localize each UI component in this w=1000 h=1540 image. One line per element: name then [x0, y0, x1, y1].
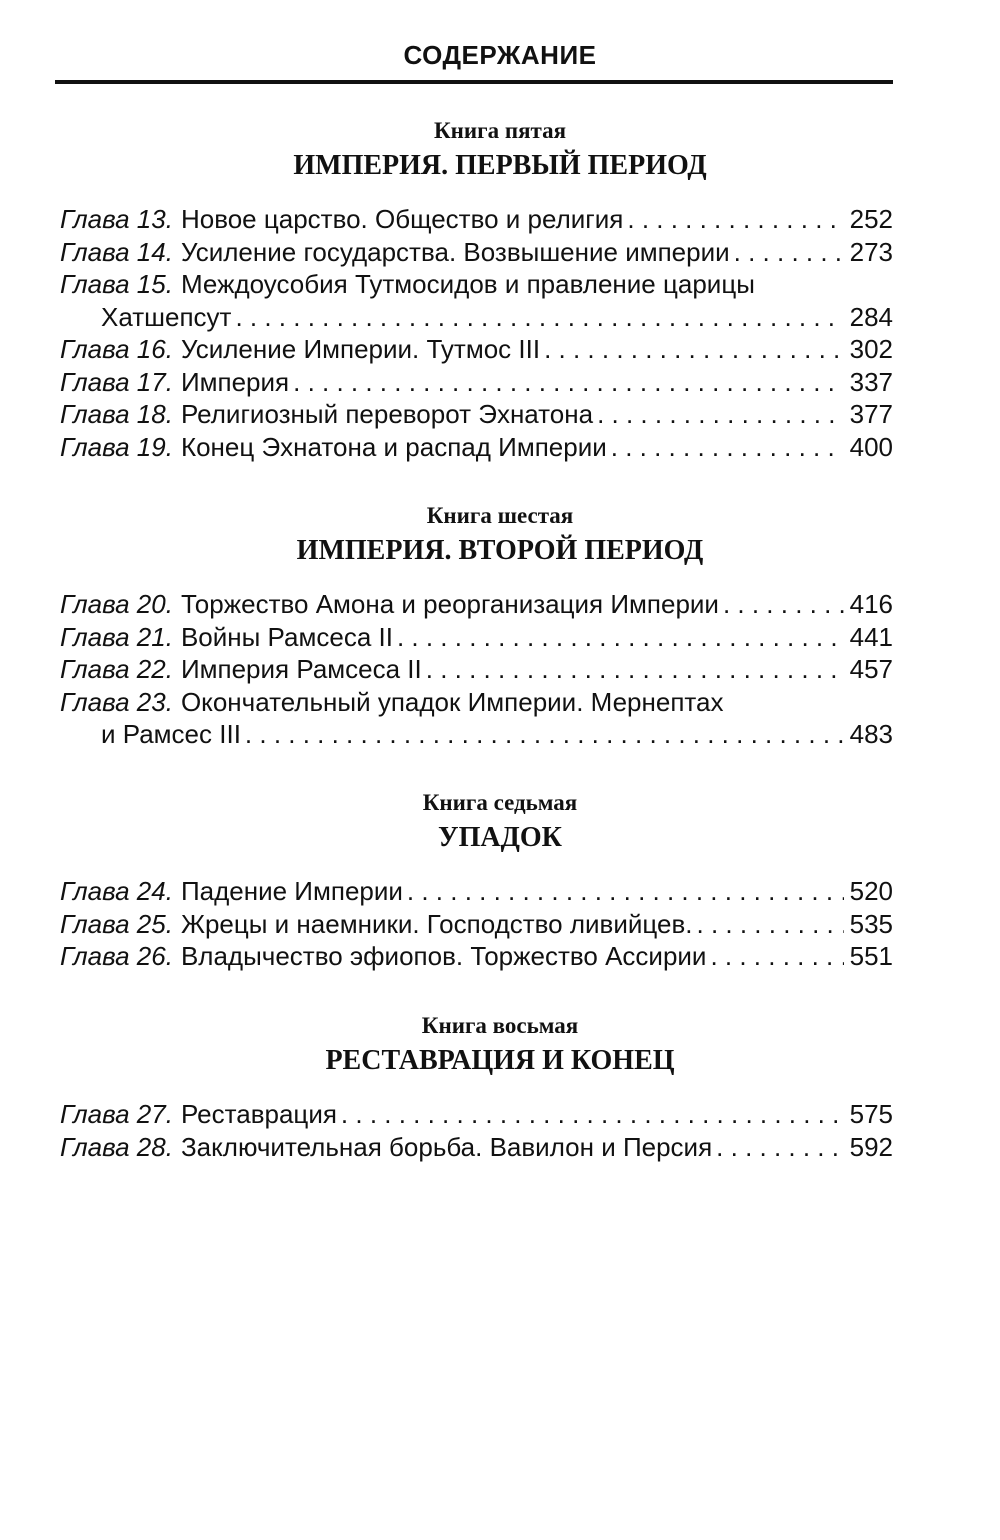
title-rule: [55, 80, 893, 84]
chapter-title: Реставрация: [180, 1099, 337, 1129]
dot-leader: [397, 621, 844, 654]
book-label: Книга шестая: [426, 503, 574, 528]
chapter-title: Торжество Амона и реорганизация Империи: [180, 589, 719, 619]
toc-entry-27[interactable]: [60, 1098, 893, 1131]
dot-leader: [407, 875, 844, 908]
chapter-title: Войны Рамсеса II: [180, 621, 393, 652]
page-number: 457: [849, 654, 893, 684]
chapter-title: Усиление Империи. Тутмос III: [180, 334, 541, 364]
chapter-title: Жрецы и наемники. Господство ливийцев.: [180, 908, 693, 939]
chapter-title: Владычество эфиопов. Торжество Ассирии: [180, 941, 707, 971]
toc-entry-24[interactable]: [60, 875, 893, 908]
book-label: Книга седьмая: [422, 790, 578, 815]
chapter-label: Глава 18.: [60, 399, 173, 429]
page-number: 483: [849, 719, 893, 749]
page-number: 284: [849, 301, 893, 332]
toc-entry-16[interactable]: [60, 333, 893, 366]
chapter-title: Падение Империи: [180, 876, 403, 906]
page-number: 416: [849, 589, 893, 619]
chapter-label: Глава 21.: [60, 621, 173, 652]
chapter-list: [60, 1098, 893, 1163]
toc-entry-17[interactable]: [60, 366, 893, 399]
book-label: Книга пятая: [433, 118, 567, 143]
chapter-title-continued: и Рамсес III: [101, 719, 241, 749]
chapter-label: Глава 23.: [60, 686, 173, 717]
page-number: 302: [849, 334, 893, 364]
toc-entry-18[interactable]: [60, 398, 893, 431]
chapter-label: Глава 24.: [60, 876, 173, 906]
chapter-title: Империя Рамсеса II: [180, 654, 422, 684]
chapter-label: Глава 22.: [60, 654, 173, 684]
chapter-title: Религиозный переворот Эхнатона: [180, 399, 594, 429]
dot-leader: [627, 203, 843, 236]
book-label: Книга восьмая: [421, 1013, 579, 1038]
dot-leader: [734, 236, 844, 269]
chapter-label: Глава 26.: [60, 941, 173, 971]
chapter-list: [60, 588, 893, 751]
dot-leader: [544, 333, 844, 366]
chapter-label: Глава 20.: [60, 589, 173, 619]
page-number: 551: [849, 941, 893, 971]
dot-leader: [723, 588, 844, 621]
chapter-label: Глава 13.: [60, 204, 173, 234]
chapter-title: Междоусобия Тутмосидов и правление царицы: [180, 269, 755, 299]
book-title: ИМПЕРИЯ. ВТОРОЙ ПЕРИОД: [296, 535, 704, 566]
book-title: УПАДОК: [438, 822, 562, 853]
chapter-title: Новое царство. Общество и религия: [180, 204, 624, 234]
chapter-title: Заключительная борьба. Вавилон и Персия: [180, 1131, 713, 1162]
page-number: 535: [849, 908, 893, 939]
page-number: 252: [849, 204, 893, 234]
page-number: 400: [849, 431, 893, 462]
page-number: 592: [849, 1131, 893, 1162]
chapter-title-continued: Хатшепсут: [101, 301, 232, 332]
chapter-label: Глава 15.: [60, 269, 173, 299]
chapter-label: Глава 17.: [60, 366, 173, 397]
chapter-label: Глава 28.: [60, 1131, 173, 1162]
toc-entry-19[interactable]: [60, 431, 893, 464]
chapter-label: Глава 14.: [60, 236, 173, 267]
page-number: 273: [849, 236, 893, 267]
toc-entry-15[interactable]: [60, 268, 893, 333]
dot-leader: [341, 1098, 844, 1131]
dot-leader: [426, 653, 844, 686]
chapter-list: [60, 203, 893, 463]
chapter-label: Глава 27.: [60, 1099, 173, 1129]
toc-entry-23[interactable]: [60, 686, 893, 751]
page-number: 377: [849, 399, 893, 429]
dot-leader: [597, 398, 844, 431]
dot-leader: [710, 940, 843, 973]
book-title: РЕСТАВРАЦИЯ И КОНЕЦ: [325, 1045, 675, 1076]
chapter-label: Глава 19.: [60, 431, 173, 462]
chapter-title: Империя: [180, 366, 290, 397]
dot-leader: [611, 431, 844, 464]
dot-leader: [245, 718, 844, 751]
chapter-label: Глава 25.: [60, 908, 173, 939]
chapter-list: [60, 875, 893, 973]
book-title: ИМПЕРИЯ. ПЕРВЫЙ ПЕРИОД: [293, 150, 707, 181]
chapter-label: Глава 16.: [60, 334, 173, 364]
toc-entry-13[interactable]: [60, 203, 893, 236]
page-title: СОДЕРЖАНИЕ: [403, 40, 597, 70]
chapter-title: Окончательный упадок Империи. Мернептах: [180, 686, 724, 717]
chapter-title: Конец Эхнатона и распад Империи: [180, 431, 607, 462]
toc-entry-21[interactable]: [60, 621, 893, 654]
toc-entry-14[interactable]: [60, 236, 893, 269]
toc-entry-26[interactable]: [60, 940, 893, 973]
page-number: 575: [849, 1099, 893, 1129]
toc-entry-20[interactable]: [60, 588, 893, 621]
chapter-title: Усиление государства. Возвышение империи: [180, 236, 730, 267]
dot-leader: [716, 1131, 843, 1164]
dot-leader: [697, 908, 844, 941]
toc-entry-28[interactable]: [60, 1131, 893, 1164]
dot-leader: [293, 366, 843, 399]
page-number: 441: [849, 621, 893, 652]
dot-leader: [235, 301, 843, 334]
toc-entry-25[interactable]: [60, 908, 893, 941]
page-number: 337: [849, 366, 893, 397]
page-number: 520: [849, 876, 893, 906]
toc-entry-22[interactable]: [60, 653, 893, 686]
